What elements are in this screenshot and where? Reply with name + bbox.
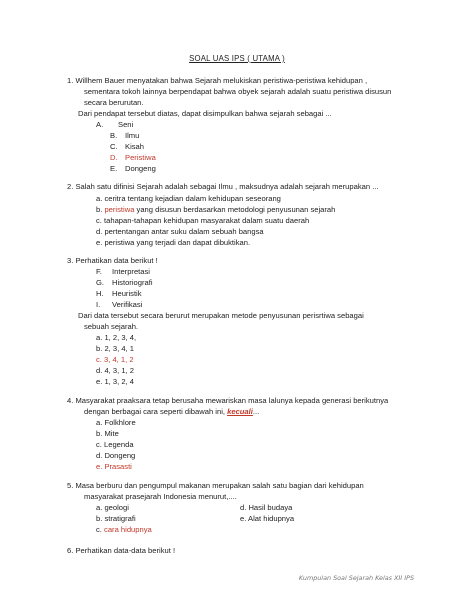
q3-item-g: Historiografi (112, 278, 153, 287)
q3-item-f-letter: F. (96, 267, 102, 276)
q2-line1: 2. Salah satu difinisi Sejarah adalah sebagai Ilmu , maksudnya adalah sejarah merupakan ... (67, 182, 379, 191)
q2-option-b-highlight: peristiwa (104, 205, 135, 214)
q1-option-c: C. (110, 142, 118, 151)
q1-line2: sementara tokoh lainnya berpendapat bahwa obyek sejarah adalah suatu peristiwa disusun (84, 87, 392, 96)
q1-line4: Dari pendapat tersebut diatas, dapat disimpulkan bahwa sejarah sebagai ... (78, 109, 332, 118)
q3-item-h: Heuristik (112, 289, 142, 298)
q4-option-e: e. Prasasti (96, 462, 132, 471)
q1-option-b: B. (110, 131, 118, 140)
q3-line2: Dari data tersebut secara berurut merupakan metode penyusunan perisrtiwa sebagai (78, 311, 364, 320)
q4-option-b: b. Mite (96, 429, 119, 438)
q2-option-a: a. ceritra tentang kejadian dalam kehidupan seseorang (96, 194, 281, 203)
document-title: SOAL UAS IPS ( UTAMA ) (189, 54, 285, 63)
q3-option-d: d. 4, 3, 1, 2 (96, 366, 134, 375)
q3-line3: sebuah sejarah. (84, 322, 139, 331)
q5-option-c-highlight: cara hidupnya (104, 525, 152, 534)
q2-option-b: b. peristiwa yang disusun berdasarkan metodologi penyusunan sejarah (96, 205, 336, 214)
q1-option-b-text: Ilmu (125, 131, 140, 140)
q5-line1: 5. Masa berburu dan pengumpul makanan merupakan salah satu bagian dari kehidupan (67, 481, 364, 490)
q5-option-c: c. cara hidupnya (96, 525, 152, 534)
q5-option-d: d. Hasil budaya (240, 503, 293, 512)
q1-option-d: D. (110, 153, 118, 162)
page-footer: Kumpulan Soal Sejarah Kelas XII IPS (298, 574, 414, 582)
q3-option-e: e. 1, 3, 2, 4 (96, 377, 134, 386)
q4-option-d: d. Dongeng (96, 451, 136, 460)
q3-option-b: b. 2, 3, 4, 1 (96, 344, 134, 353)
q5-option-b: b. stratigrafi (96, 514, 136, 523)
q3-item-g-letter: G. (96, 278, 105, 287)
q2-option-d: d. pertentangan antar suku dalam sebuah bangsa (96, 227, 264, 236)
q3-item-i-letter: I. (96, 300, 101, 309)
q5-line2: masyarakat prasejarah Indonesia menurut,.... (84, 492, 237, 501)
q3-option-c: c. 3, 4, 1, 2 (96, 355, 134, 364)
q4-option-c: c. Legenda (96, 440, 134, 449)
q1-option-e: E. (110, 164, 118, 173)
q4-line1: 4. Masyarakat praaksara tetap berusaha mewariskan masa lalunya kepada generasi berikutnya (67, 396, 389, 405)
q1-option-c-text: Kisah (125, 142, 144, 151)
q4-kecuali: kecuali (227, 407, 253, 416)
q1-option-e-text: Dongeng (125, 164, 156, 173)
q3-line1: 3. Perhatikan data berikut ! (67, 256, 158, 265)
q1-option-a: A. (96, 120, 104, 129)
q1-line1: 1. Willhem Bauer menyatakan bahwa Sejarah melukiskan peristiwa-peristiwa kehidupan , (67, 76, 368, 85)
q3-item-f: Interpretasi (112, 267, 150, 276)
q2-option-c: c. tahapan-tahapan kehidupan masyarakat dalam suatu daerah (96, 216, 310, 225)
q4-option-a: a. Folkhlore (96, 418, 136, 427)
q3-option-a: a. 1, 2, 3, 4, (96, 333, 137, 342)
q4-line2: dengan berbagai cara seperti dibawah ini, kecuali... (84, 407, 260, 416)
q5-option-e: e. Alat hidupnya (240, 514, 295, 523)
q6-line1: 6. Perhatikan data-data berikut ! (67, 546, 176, 555)
q1-option-a-text: Seni (118, 120, 134, 129)
q2-option-e: e. peristiwa yang terjadi dan dapat dibuktikan. (96, 238, 251, 247)
q1-line3: secara berurutan. (84, 98, 144, 107)
q3-item-h-letter: H. (96, 289, 104, 298)
q3-item-i: Verifikasi (112, 300, 143, 309)
q1-option-d-text: Peristiwa (125, 153, 156, 162)
q5-option-a: a. geologi (96, 503, 129, 512)
